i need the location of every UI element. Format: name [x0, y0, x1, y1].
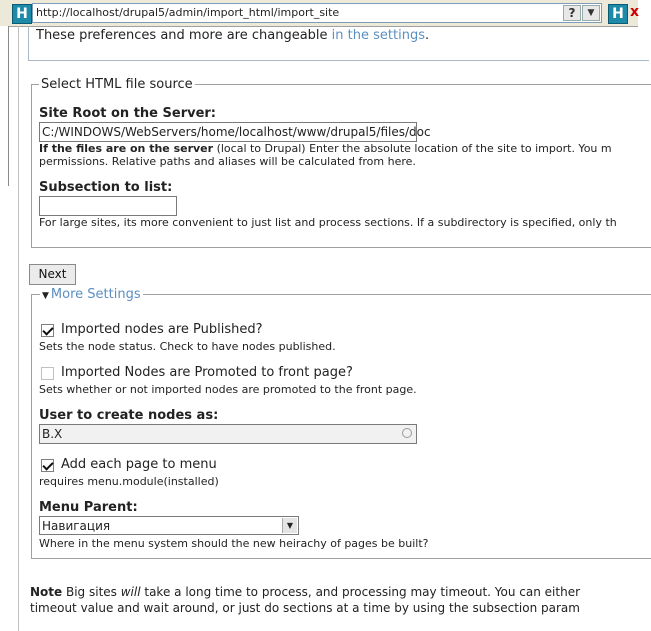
url-text: http://localhost/drupal5/admin/import_html/import_site [36, 6, 340, 19]
close-x-icon[interactable]: x [630, 4, 640, 20]
site-root-input[interactable]: C:/WINDOWS/WebServers/home/localhost/www/drupal5/files/doc [39, 122, 417, 142]
published-checkbox[interactable] [41, 324, 54, 337]
collapse-arrow-icon: ▼ [42, 291, 49, 301]
source-legend: Select HTML file source [41, 77, 193, 92]
subsection-input[interactable] [39, 196, 177, 216]
promoted-description: Sets whether or not imported nodes are promoted to the front page. [39, 383, 417, 396]
user-autocomplete-input[interactable]: B.X [39, 424, 417, 444]
user-label: User to create nodes as: [39, 408, 219, 423]
menu-add-checkbox[interactable] [41, 459, 54, 472]
address-bar [0, 0, 638, 27]
subsection-label: Subsection to list: [39, 180, 173, 195]
menu-parent-description: Where in the menu system should the new heirachy of pages be built? [39, 537, 429, 550]
next-button[interactable]: Next [29, 264, 76, 285]
chevron-down-icon[interactable]: ▼ [282, 518, 297, 533]
site-root-description: If the files are on the server (local to Drupal) Enter the absolute location of the site to import. You m [39, 142, 612, 155]
url-input[interactable] [32, 3, 602, 23]
settings-link[interactable]: in the settings [331, 28, 425, 43]
help-button[interactable]: ? [563, 5, 581, 21]
menu-add-label: Add each page to menu [61, 457, 217, 472]
content-border [18, 26, 19, 631]
left-divider [8, 26, 9, 186]
subsection-description: For large sites, its more convenient to just list and process sections. If a subdirectory is specified, only th [39, 216, 617, 229]
menu-parent-label: Menu Parent: [39, 500, 138, 515]
site-root-label: Site Root on the Server: [39, 106, 217, 121]
site-root-description-2: permissions. Relative paths and aliases will be calculated from here. [39, 155, 416, 168]
preferences-text: These preferences and more are changeable in the settings. [36, 28, 430, 43]
site-favicon-icon: H [12, 4, 32, 24]
menu-add-description: requires menu.module(installed) [39, 475, 219, 488]
toolbar-h-icon[interactable]: H [608, 4, 628, 24]
more-settings-toggle[interactable]: ▼ More Settings [42, 287, 141, 302]
autocomplete-throbber-icon [402, 428, 412, 438]
published-description: Sets the node status. Check to have nodes published. [39, 340, 336, 353]
promoted-label: Imported Nodes are Promoted to front page? [61, 365, 353, 380]
url-dropdown-button[interactable]: ▼ [582, 5, 600, 21]
menu-parent-select[interactable] [39, 516, 299, 535]
menu-parent-value: Навигация [42, 519, 111, 533]
published-label: Imported nodes are Published? [61, 322, 263, 337]
note-text: Note Big sites will take a long time to process, and processing may timeout. You can either timeout value and wait around, or just do sections at a time by using the subsection param [30, 585, 581, 615]
promoted-checkbox[interactable] [41, 367, 54, 380]
